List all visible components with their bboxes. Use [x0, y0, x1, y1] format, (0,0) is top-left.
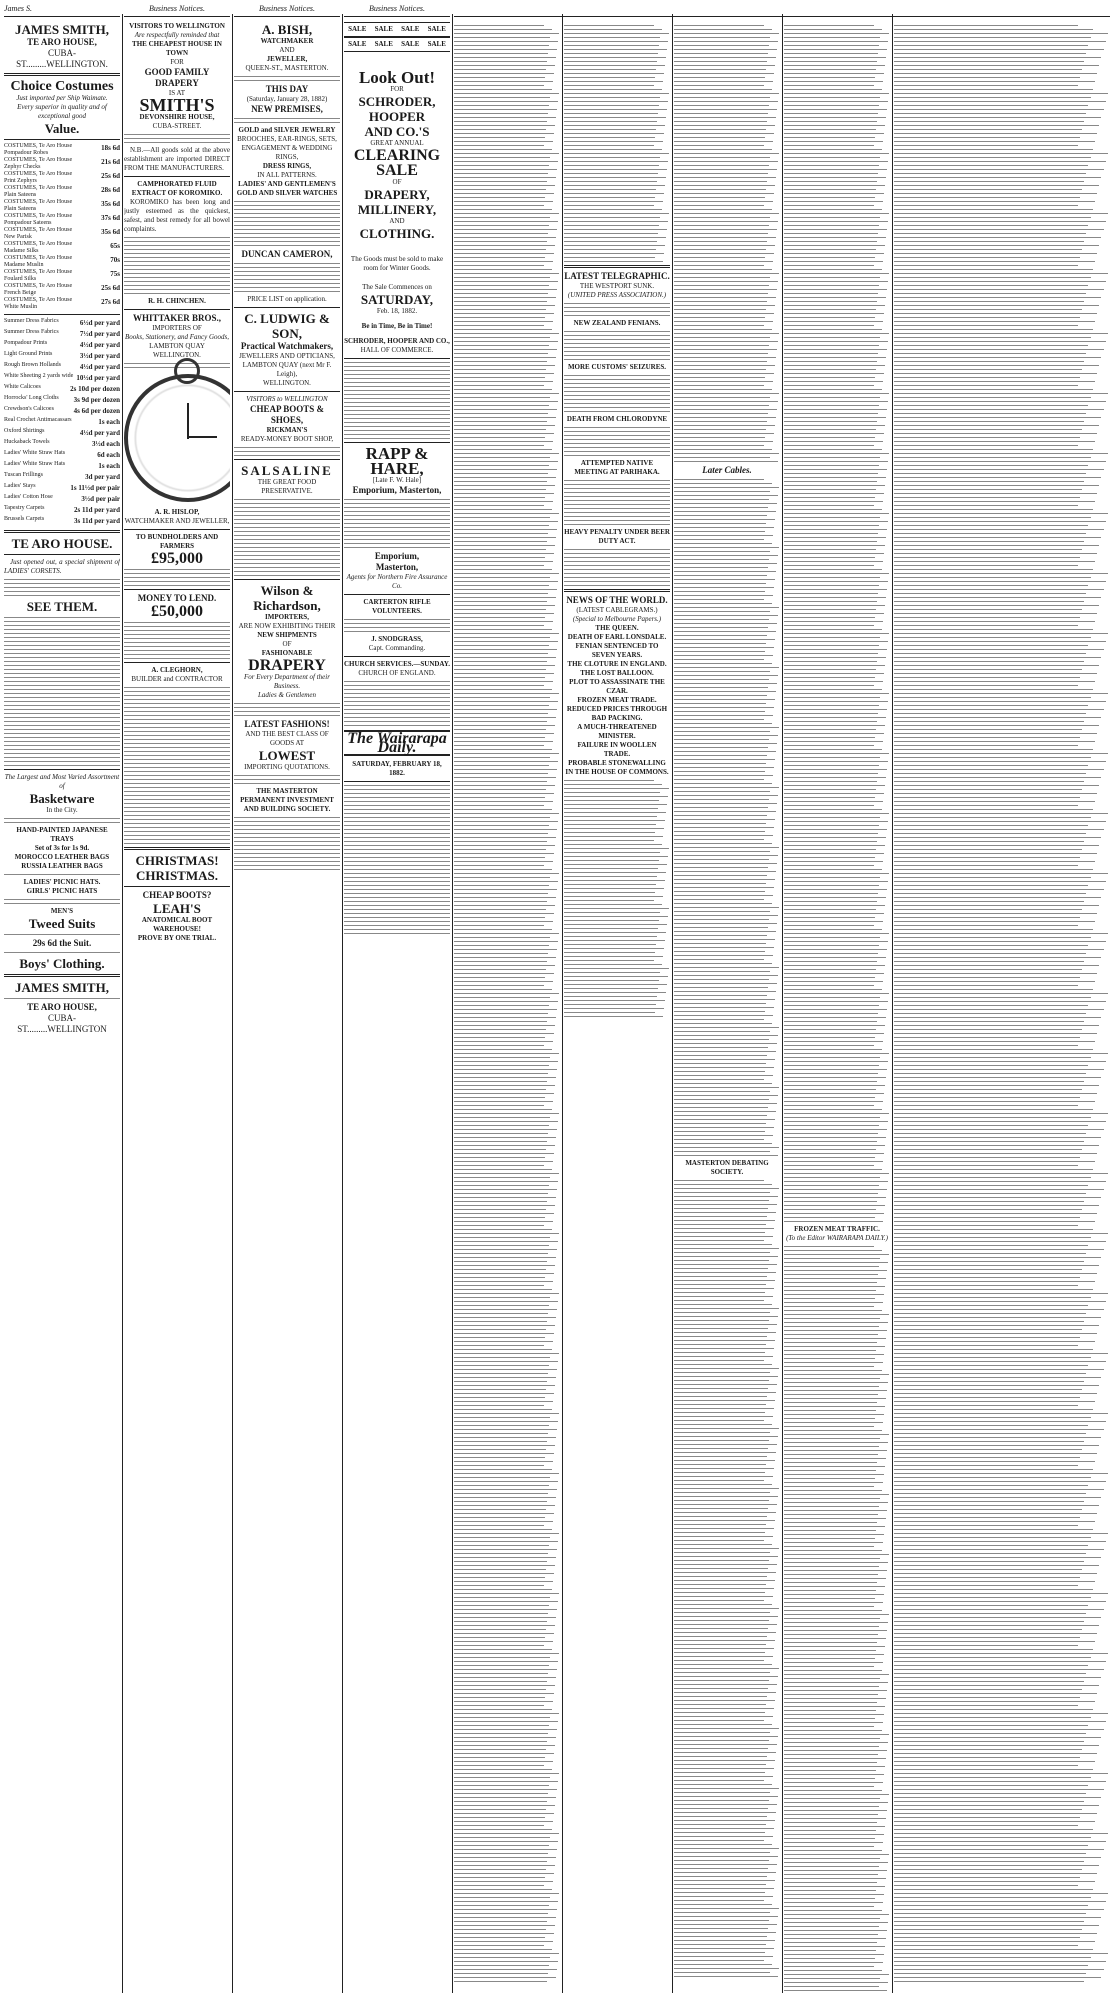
- ad-heading: Basketware: [29, 791, 95, 806]
- item-price: 25s 6d: [101, 284, 120, 292]
- item-price: 2s 10d per dozen: [70, 385, 120, 393]
- column-6: LATEST TELEGRAPHIC. THE WESTPORT SUNK. (UNITED PRESS ASSOCIATION.) NEW ZEALAND FENIANS. MORE CUSTOMS' SEIZURES. DEATH FROM CHLORODYNE ATTEMPTED NATIVE MEETING AT PARIHAKA. HEAVY PENALTY UNDER BEER DUTY ACT. NEWS OF THE WORLD. (LATEST CABLEGRAMS.) (Special to Melbourne Papers.) THE QUEEN. DEATH OF EARL LONSDALE. FENIAN SENTENCED TO SEVEN YEARS. THE CLOTURE IN ENGLAND. THE LOST BALLOON. PLOT TO ASSASSINATE THE CZAR. FROZEN MEAT TRADE. REDUCED PRICES THROUGH BAD PACKING. A MUCH-THREATENED MINISTER. FAILURE IN WOOLLEN TRADE. PROBABLE STONEWALLING IN THE HOUSE OF COMMONS.: [564, 22, 670, 1993]
- column-9: [894, 22, 1110, 1993]
- advertiser-address: CUBA-ST.........WELLINGTON.: [16, 48, 108, 69]
- price-row: [4, 406, 120, 417]
- item-price: 28s 6d: [101, 186, 120, 194]
- ad-text: The Largest and Most Varied Assortment of: [4, 773, 120, 790]
- price-row: [4, 494, 120, 505]
- price-row: [4, 269, 120, 283]
- item-name: White Sheeting 2 yards wide: [4, 373, 74, 379]
- item-name: Summer Dress Fabrics: [4, 329, 59, 335]
- column-rule: [892, 14, 893, 1993]
- ad-heading: SEE THEM.: [26, 599, 98, 614]
- column-rule: [782, 14, 783, 1993]
- price-row: [4, 395, 120, 406]
- item-price: 3½d each: [92, 440, 120, 448]
- column-4: SALE SALE SALE SALE SALE SALE SALE SALE Look Out! FOR SCHRODER, HOOPER AND CO.'S GREAT ANNUAL CLEARING SALE OF DRAPERY, MILLINERY, AND CLOTHING. The Goods must be sold to make room for Winter Goods. The Sale Commences on SATURDAY, Feb. 18, 1882. Be in Time, Be in Time! SCHRODER, HOOPER AND CO., HALL OF COMMERCE. RAPP & HARE, [Late F. W. Hale] Emporium, Masterton, Emporium, Masterton, Agents for Northern Fire Assurance Co. CARTERTON RIFLE VOLUNTEERS. J. SNODGRASS, Capt. Commanding. CHURCH SERVICES.—SUNDAY. CHURCH OF ENGLAND. The Wairarapa Daily. SATURDAY, FEBRUARY 18, 1882.: [344, 22, 450, 1993]
- column-rule: [122, 14, 123, 1993]
- item-price: 3½d per yard: [79, 352, 120, 360]
- item-price: 4½d per yard: [79, 363, 120, 371]
- price-row: [4, 373, 120, 384]
- column-rule: [232, 14, 233, 1993]
- costume-list: [4, 143, 120, 311]
- sale-word: SALE: [348, 25, 367, 33]
- ad-text: MOROCCO LEATHER BAGS: [14, 853, 110, 861]
- ad-price: 29s 6d the Suit.: [32, 938, 92, 948]
- price-row: [4, 472, 120, 483]
- item-name: COSTUMES, Te Aro House French Beige: [4, 283, 73, 296]
- sale-word: SALE: [401, 25, 420, 33]
- column-8: FROZEN MEAT TRAFFIC. (To the Editor WAIRARAPA DAILY.): [784, 22, 890, 1993]
- sale-word: SALE: [348, 40, 367, 48]
- item-price: 35s 6d: [101, 200, 120, 208]
- item-price: 37s 6d: [101, 214, 120, 222]
- item-price: 7½d per yard: [79, 330, 120, 338]
- item-name: COSTUMES, Te Aro House New Parisk: [4, 227, 73, 240]
- column-1: [4, 22, 120, 1993]
- advertiser-name: JAMES SMITH,: [15, 22, 109, 37]
- item-name: Tapestry Carpets: [4, 505, 45, 511]
- item-name: COSTUMES, Te Aro House Madame Muslin: [4, 255, 73, 268]
- item-price: 2s 11d per yard: [74, 506, 120, 514]
- item-price: 18s 6d: [101, 144, 120, 152]
- item-name: Ladies' White Straw Hats: [4, 450, 66, 456]
- price-row: [4, 318, 120, 329]
- item-price: 6½d per yard: [79, 319, 120, 327]
- ad-heading: Boys' Clothing.: [19, 956, 105, 971]
- column-rule: [452, 14, 453, 1993]
- ad-text: MEN'S: [50, 907, 74, 915]
- item-price: 3s 11d per yard: [74, 517, 120, 525]
- ad-text: GIRLS' PICNIC HATS: [26, 887, 98, 895]
- price-row: [4, 417, 120, 428]
- price-row: [4, 157, 120, 171]
- item-name: COSTUMES, Te Aro House Plain Sateens: [4, 185, 73, 198]
- item-name: Oxford Shirtings: [4, 428, 45, 434]
- item-price: 6d each: [97, 451, 120, 459]
- item-name: Brussels Carpets: [4, 516, 45, 522]
- ad-heading: Tweed Suits: [28, 916, 96, 931]
- price-row: [4, 461, 120, 472]
- column-header: Business Notices.: [124, 4, 230, 17]
- price-row: [4, 351, 120, 362]
- price-row: [4, 450, 120, 461]
- item-name: Rough Brown Hollands: [4, 362, 61, 368]
- ad-text: HAND-PAINTED JAPANESE TRAYS: [16, 826, 108, 843]
- price-row: [4, 297, 120, 311]
- sale-word: SALE: [374, 25, 393, 33]
- item-price: 3d per yard: [85, 473, 120, 481]
- item-price: 4s 6d per dozen: [73, 407, 120, 415]
- price-row: [4, 241, 120, 255]
- item-name: COSTUMES, Te Aro House Pompadour Sateens: [4, 213, 73, 226]
- item-name: COSTUMES, Te Aro House Zephyr Checks: [4, 157, 73, 170]
- ad-text: Set of 3s for 1s 9d.: [34, 844, 90, 852]
- sale-banner: [344, 37, 450, 52]
- sale-banner: [344, 22, 450, 37]
- item-name: Pompadour Prints: [4, 340, 48, 346]
- sale-word: SALE: [374, 40, 393, 48]
- column-rule: [562, 14, 563, 1993]
- item-name: Ladies' Cotton Hose: [4, 494, 53, 500]
- item-price: 1s each: [98, 462, 120, 470]
- ad-house: TE ARO HOUSE.: [11, 536, 113, 551]
- price-row: [4, 199, 120, 213]
- ad-text: Just opened out, a special shipment of LADIES' CORSETS.: [4, 558, 120, 575]
- ad-title: Choice Costumes: [10, 79, 114, 94]
- price-row: [4, 283, 120, 297]
- price-row: [4, 185, 120, 199]
- advertiser-house: TE ARO HOUSE,: [27, 37, 97, 47]
- price-row: [4, 439, 120, 450]
- item-price: 21s 6d: [101, 158, 120, 166]
- sale-word: SALE: [401, 40, 420, 48]
- ad-subtitle: Just imported per Ship Waimate.: [16, 94, 108, 102]
- column-3: A. BISH, WATCHMAKER AND JEWELLER, QUEEN-ST., MASTERTON. THIS DAY (Saturday, January 28, 1882) NEW PREMISES, GOLD and SILVER JEWELRY BROOCHES, EAR-RINGS, SETS, ENGAGEMENT & WEDDING RINGS, DRESS RINGS, IN ALL PATTERNS. LADIES' AND GENTLEMEN'S GOLD AND SILVER WATCHES DUNCAN CAMERON, PRICE LIST on application. C. LUDWIG & SON, Practical Watchmakers, JEWELLERS AND OPTICIANS, LAMBTON QUAY (next Mr F. Leigh), WELLINGTON. VISITORS to WELLINGTON CHEAP BOOTS & SHOES, RICKMAN'S READY-MONEY BOOT SHOP, SALSALINE THE GREAT FOOD PRESERVATIVE. Wilson & Richardson, IMPORTERS, ARE NOW EXHIBITING THEIR NEW SHIPMENTS OF FASHIONABLE DRAPERY For Every Department of their Business. Ladies & Gentlemen LATEST FASHIONS! AND THE BEST CLASS OF GOODS AT LOWEST IMPORTING QUOTATIONS. THE MASTERTON PERMANENT INVESTMENT AND BUILDING SOCIETY.: [234, 22, 340, 1993]
- item-price: 70s: [110, 256, 120, 264]
- ad-heading: VISITORS TO WELLINGTON: [129, 22, 225, 30]
- item-name: COSTUMES, Te Aro House White Muslin: [4, 297, 73, 310]
- ad-text: RUSSIA LEATHER BAGS: [21, 862, 103, 870]
- column-rule: [672, 14, 673, 1993]
- column-2: VISITORS TO WELLINGTON Are respectfully reminded that THE CHEAPEST HOUSE IN TOWN FOR GOOD FAMILY DRAPERY IS AT SMITH'S DEVONSHIRE HOUSE, CUBA-STREET. N.B.—All goods sold at the above establishment are imported DIRECT FROM THE MANUFACTURERS. CAMPHORATED FLUID EXTRACT OF KOROMIKO. KOROMIKO has been long and justly esteemed as the quickest, safest, and best remedy for all bowel complaints. R. H. CHINCHEN. WHITTAKER BROS., IMPORTERS OF Books, Stationery, and Fancy Goods, LAMBTON QUAY WELLINGTON. A. R. HISLOP, WATCHMAKER AND JEWELLER, TO BUNDHOLDERS AND FARMERS £95,000 MONEY TO LEND. £50,000 A. CLEGHORN, BUILDER and CONTRACTOR CHRISTMAS! CHRISTMAS. CHEAP BOOTS? LEAH'S ANATOMICAL BOOT WAREHOUSE! PROVE BY ONE TRIAL.: [124, 22, 230, 1993]
- item-price: 3½d per pair: [81, 495, 120, 503]
- price-row: [4, 362, 120, 373]
- watch-illustration: [124, 374, 230, 502]
- item-name: COSTUMES, Te Aro House Foulard Silks: [4, 269, 73, 282]
- item-name: Ladies' Stays: [4, 483, 36, 489]
- column-header: Business Notices.: [234, 4, 340, 17]
- column-header: [454, 4, 1110, 17]
- column-header: James S.: [4, 4, 120, 17]
- price-row: [4, 171, 120, 185]
- item-price: 27s 6d: [101, 298, 120, 306]
- price-row: [4, 340, 120, 351]
- price-row: [4, 483, 120, 494]
- item-name: Real Crochet Antimacassars: [4, 417, 72, 423]
- price-row: [4, 329, 120, 340]
- item-price: 35s 6d: [101, 228, 120, 236]
- item-name: Horrocks' Long Cloths: [4, 395, 59, 401]
- price-row: [4, 143, 120, 157]
- price-row: [4, 428, 120, 439]
- price-row: [4, 505, 120, 516]
- item-name: Tuscan Frillings: [4, 472, 43, 478]
- item-name: COSTUMES, Te Aro House Madame Silks: [4, 241, 73, 254]
- item-price: 25s 6d: [101, 172, 120, 180]
- item-price: 3s 9d per dozen: [73, 396, 120, 404]
- column-5: [454, 22, 560, 1993]
- ad-heading: SMITH'S: [139, 95, 215, 115]
- item-name: COSTUMES, Te Aro House Pompadour Robes: [4, 143, 73, 156]
- item-price: 65s: [110, 242, 120, 250]
- column-header: Business Notices.: [344, 4, 450, 17]
- price-row: [4, 384, 120, 395]
- item-name: Summer Dress Fabrics: [4, 318, 59, 324]
- item-name: White Calicoes: [4, 384, 41, 390]
- item-price: 1s each: [98, 418, 120, 426]
- item-price: 4½d per yard: [79, 429, 120, 437]
- price-row: [4, 516, 120, 527]
- item-price: 4½d per yard: [79, 341, 120, 349]
- item-name: Ladies' White Straw Hats: [4, 461, 66, 467]
- item-price: 1s 11½d per pair: [70, 484, 120, 492]
- ad-text: In the City.: [46, 806, 78, 814]
- ad-text: LADIES' PICNIC HATS.: [23, 878, 101, 886]
- item-name: Huckaback Towels: [4, 439, 50, 445]
- ad-value: Value.: [44, 121, 80, 136]
- price-row: [4, 255, 120, 269]
- item-price: 10½d per yard: [76, 374, 120, 382]
- fabric-list: [4, 318, 120, 527]
- newspaper-masthead: The Wairarapa Daily.: [344, 730, 450, 756]
- column-rule: [342, 14, 343, 1993]
- advertiser-address: CUBA-ST.........WELLINGTON: [17, 1013, 107, 1034]
- sale-word: SALE: [427, 25, 446, 33]
- item-price: 75s: [110, 270, 120, 278]
- price-row: [4, 227, 120, 241]
- advertiser-name: JAMES SMITH,: [15, 980, 109, 995]
- ad-subtitle: Every superior in quality and of exceptional good: [17, 103, 107, 120]
- sale-word: SALE: [427, 40, 446, 48]
- price-row: [4, 213, 120, 227]
- item-name: Light Ground Prints: [4, 351, 53, 357]
- item-name: COSTUMES, Te Aro House Plain Sateens: [4, 199, 73, 212]
- advertiser-house: TE ARO HOUSE,: [27, 1002, 97, 1012]
- item-name: COSTUMES, Te Aro House Print Zephyrs: [4, 171, 73, 184]
- column-7: Later Cables. MASTERTON DEBATING SOCIETY.: [674, 22, 780, 1993]
- item-name: Crewdson's Calicoes: [4, 406, 54, 412]
